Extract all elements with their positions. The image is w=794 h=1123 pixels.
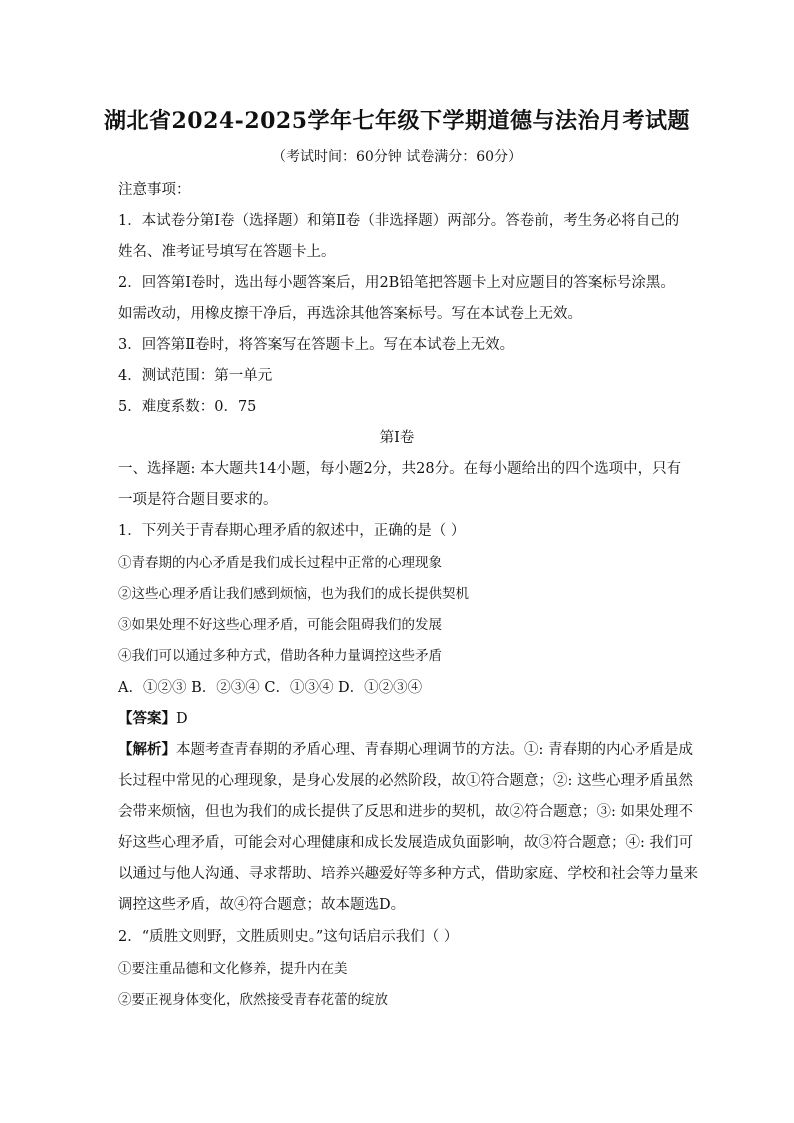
question-1-item: ④我们可以通过多种方式，借助各种力量调控这些矛盾 [118, 648, 442, 664]
note-line: 2．回答第Ⅰ卷时，选出每小题答案后，用2B铅笔把答题卡上对应题目的答案标号涂黑。 [118, 275, 675, 291]
analysis-line: 好这些心理矛盾，可能会对心理健康和成长发展造成负面影响，故③符合题意；④: 我们可 [118, 835, 693, 851]
question-1-stem: 1．下列关于青春期心理矛盾的叙述中，正确的是（ ） [118, 523, 466, 539]
question-1-answer [118, 707, 678, 728]
question-1-choices: A．①②③ B．②③④ C．①③④ D．①②③④ [118, 680, 423, 696]
question-2-stem: 2．“质胜文则野，文胜质则史。”这句话启示我们（ ） [118, 929, 459, 945]
analysis-line [118, 738, 693, 759]
analysis-label: 【解析】 [118, 741, 176, 758]
note-line: 如需改动，用橡皮擦干净后，再选涂其他答案标号。写在本试卷上无效。 [118, 306, 582, 322]
analysis-text: 本题考查青春期的矛盾心理、青春期心理调节的方法。①: 青春期的内心矛盾是成 [176, 742, 693, 758]
answer-value: D [176, 711, 188, 727]
analysis-line: 调控这些矛盾，故④符合题意；故本题选D。 [118, 897, 406, 913]
part-intro-line: 一项是符合题目要求的。 [118, 492, 278, 508]
analysis-line: 长过程中常见的心理现象，是身心发展的必然阶段，故①符合题意；②: 这些心理矛盾虽然 [118, 773, 693, 789]
section-title: 第Ⅰ卷 [379, 430, 415, 446]
note-line: 姓名、准考证号填写在答题卡上。 [118, 244, 336, 260]
note-line: 3．回答第Ⅱ卷时，将答案写在答题卡上。写在本试卷上无效。 [118, 337, 515, 353]
note-line: 5．难度系数：0．75 [118, 399, 257, 415]
exam-subtitle: （考试时间：60分钟 试卷满分：60分） [271, 149, 523, 165]
part-intro-line: 一、选择题: 本大题共14小题，每小题2分，共28分。在每小题给出的四个选项中，只有 [118, 461, 682, 477]
question-1-item: ①青春期的内心矛盾是我们成长过程中正常的心理现象 [118, 555, 442, 571]
note-line: 4．测试范围：第一单元 [118, 368, 273, 384]
question-2-item: ①要注重品德和文化修养，提升内在美 [118, 961, 348, 977]
question-2-item: ②要正视身体变化，欣然接受青春花蕾的绽放 [118, 992, 388, 1008]
notes-heading: 注意事项： [118, 182, 191, 198]
analysis-line: 会带来烦恼，但也为我们的成长提供了反思和进步的契机，故②符合题意；③: 如果处理不 [118, 804, 693, 820]
question-1-item: ③如果处理不好这些心理矛盾，可能会阻碍我们的发展 [118, 617, 442, 633]
note-line: 1．本试卷分第Ⅰ卷（选择题）和第Ⅱ卷（非选择题）两部分。答卷前，考生务必将自己的 [118, 213, 680, 229]
answer-label: 【答案】 [118, 710, 176, 727]
analysis-line: 以通过与他人沟通、寻求帮助、培养兴趣爱好等多种方式，借助家庭、学校和社会等力量来 [118, 866, 698, 882]
question-1-item: ②这些心理矛盾让我们感到烦恼，也为我们的成长提供契机 [118, 586, 469, 602]
exam-title: 湖北省2024-2025学年七年级下学期道德与法治月考试题 [103, 108, 691, 134]
